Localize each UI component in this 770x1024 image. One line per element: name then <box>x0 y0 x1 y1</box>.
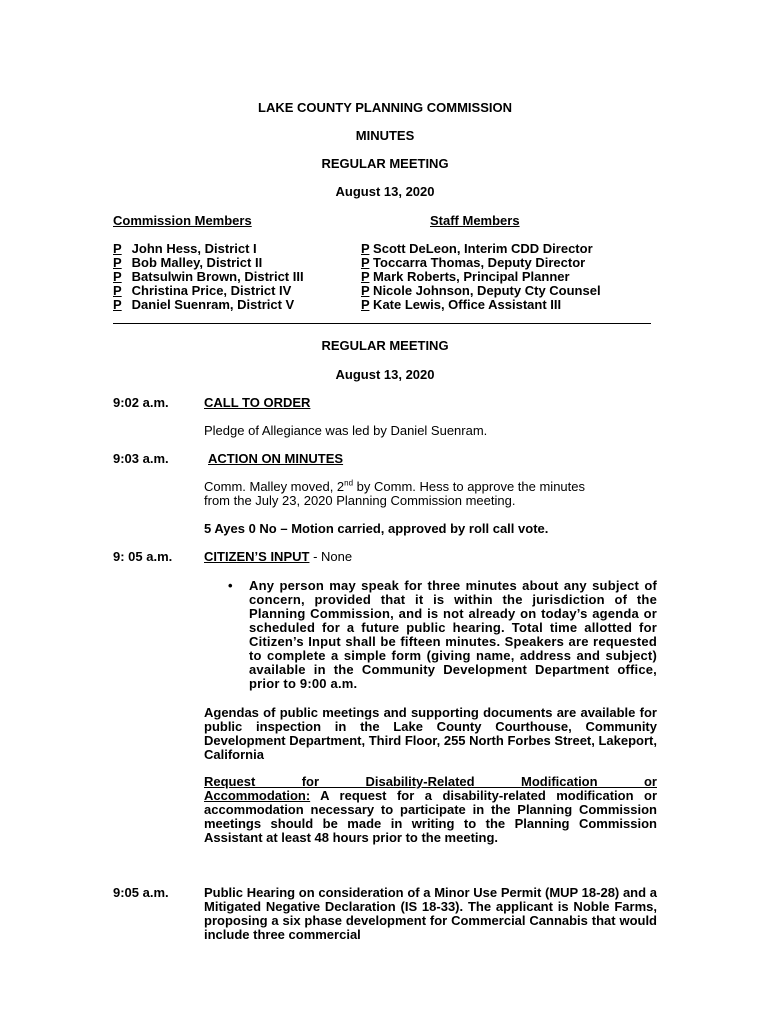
section-meeting-date: August 13, 2020 <box>335 367 435 382</box>
section-meeting-type: REGULAR MEETING <box>321 338 449 353</box>
member-name: Daniel Suenram, District V <box>131 297 295 312</box>
staff-member <box>361 242 651 256</box>
minutes-motion-text-line2: from the July 23, 2020 Planning Commission meeting. <box>204 493 516 508</box>
member-name: John Hess, District I <box>131 241 257 256</box>
item-time: 9: 05 a.m. <box>113 549 173 564</box>
section-divider <box>113 323 651 324</box>
commission-heading: Commission Members <box>113 213 252 228</box>
staff-member <box>361 270 651 284</box>
vote-result: 5 Ayes 0 No – Motion carried, approved by roll call vote. <box>204 521 549 536</box>
present-mark: P <box>113 255 122 270</box>
present-mark: P <box>361 297 370 312</box>
present-mark: P <box>361 255 370 270</box>
item-text-pledge: Pledge of Allegiance was led by Daniel Suenram. <box>204 423 488 438</box>
member-name: Christina Price, District IV <box>131 283 292 298</box>
commission-member <box>113 242 353 256</box>
public-hearing-text: Public Hearing on consideration of a Minor Use Permit (MUP 18-28) and a Mitigated Negative Declaration (IS 18-33). The applicant is Noble Farms, proposing a six phase development for Commercial Cannabis that would include three commercial <box>204 885 657 942</box>
staff-member-list <box>361 242 651 312</box>
citizens-input-suffix: - None <box>309 549 353 564</box>
staff-heading: Staff Members <box>430 213 520 228</box>
citizens-input-bullet-text: Any person may speak for three minutes about any subject of concern, provided that it is within the jurisdiction of the Planning Commission, and is not already on today’s agenda or scheduled for a future public hearing. Total time allotted for Citizen’s Input shall be fifteen minutes. Speakers are requested to complete a simple form (giving name, address and subject) available in the Community Development Department office, prior to 9:00 a.m. <box>249 578 657 691</box>
item-time: 9:02 a.m. <box>113 395 169 410</box>
disability-request-title: Request for Disability-Related Modification or Accommodation: <box>204 774 657 803</box>
minutes-motion-text <box>204 480 585 494</box>
bullet-icon: • <box>228 578 233 593</box>
item-time: 9:05 a.m. <box>113 885 169 900</box>
agendas-notice: Agendas of public meetings and supporting documents are available for public inspection in the Lake County Courthouse, Community Development Department, Third Floor, 255 North Forbes Street, Lakeport, California <box>204 705 657 762</box>
member-name: Nicole Johnson, Deputy Cty Counsel <box>369 283 601 298</box>
commission-member <box>113 298 353 312</box>
commission-member <box>113 284 353 298</box>
member-name: Mark Roberts, Principal Planner <box>369 269 570 284</box>
member-name: Batsulwin Brown, District III <box>131 269 304 284</box>
present-mark: P <box>361 283 370 298</box>
commission-member <box>113 270 353 284</box>
motion-text-part: Comm. Malley moved, 2 <box>204 479 345 494</box>
present-mark: P <box>113 269 122 284</box>
ordinal-suffix: nd <box>344 478 354 488</box>
member-name: Toccarra Thomas, Deputy Director <box>369 255 586 270</box>
commission-member-list <box>113 242 353 312</box>
present-mark: P <box>113 297 122 312</box>
org-title: LAKE COUNTY PLANNING COMMISSION <box>258 100 512 115</box>
member-name: Bob Malley, District II <box>131 255 263 270</box>
present-mark: P <box>113 283 122 298</box>
item-title-citizens-input <box>204 550 352 564</box>
motion-text-part: by Comm. Hess to approve the minutes <box>353 479 585 494</box>
member-name: Scott DeLeon, Interim CDD Director <box>369 241 593 256</box>
staff-member <box>361 298 651 312</box>
meeting-type: REGULAR MEETING <box>321 156 449 171</box>
disability-request-notice <box>204 775 657 845</box>
meeting-date: August 13, 2020 <box>335 184 435 199</box>
doc-type: MINUTES <box>355 128 415 143</box>
present-mark: P <box>113 241 122 256</box>
present-mark: P <box>361 241 370 256</box>
staff-member <box>361 284 651 298</box>
disability-request-text: A request for a disability-related modification or accommodation necessary to participate in the Planning Commission meetings should be made in writing to the Planning Commission Assistant at least 48 hours prior to the meeting. <box>204 788 657 845</box>
citizens-input-title: CITIZEN’S INPUT <box>204 549 310 564</box>
item-title-action-on-minutes: ACTION ON MINUTES <box>208 451 344 466</box>
present-mark: P <box>361 269 370 284</box>
item-title-call-to-order: CALL TO ORDER <box>204 395 311 410</box>
item-time: 9:03 a.m. <box>113 451 169 466</box>
staff-member <box>361 256 651 270</box>
member-name: Kate Lewis, Office Assistant III <box>369 297 562 312</box>
commission-member <box>113 256 353 270</box>
